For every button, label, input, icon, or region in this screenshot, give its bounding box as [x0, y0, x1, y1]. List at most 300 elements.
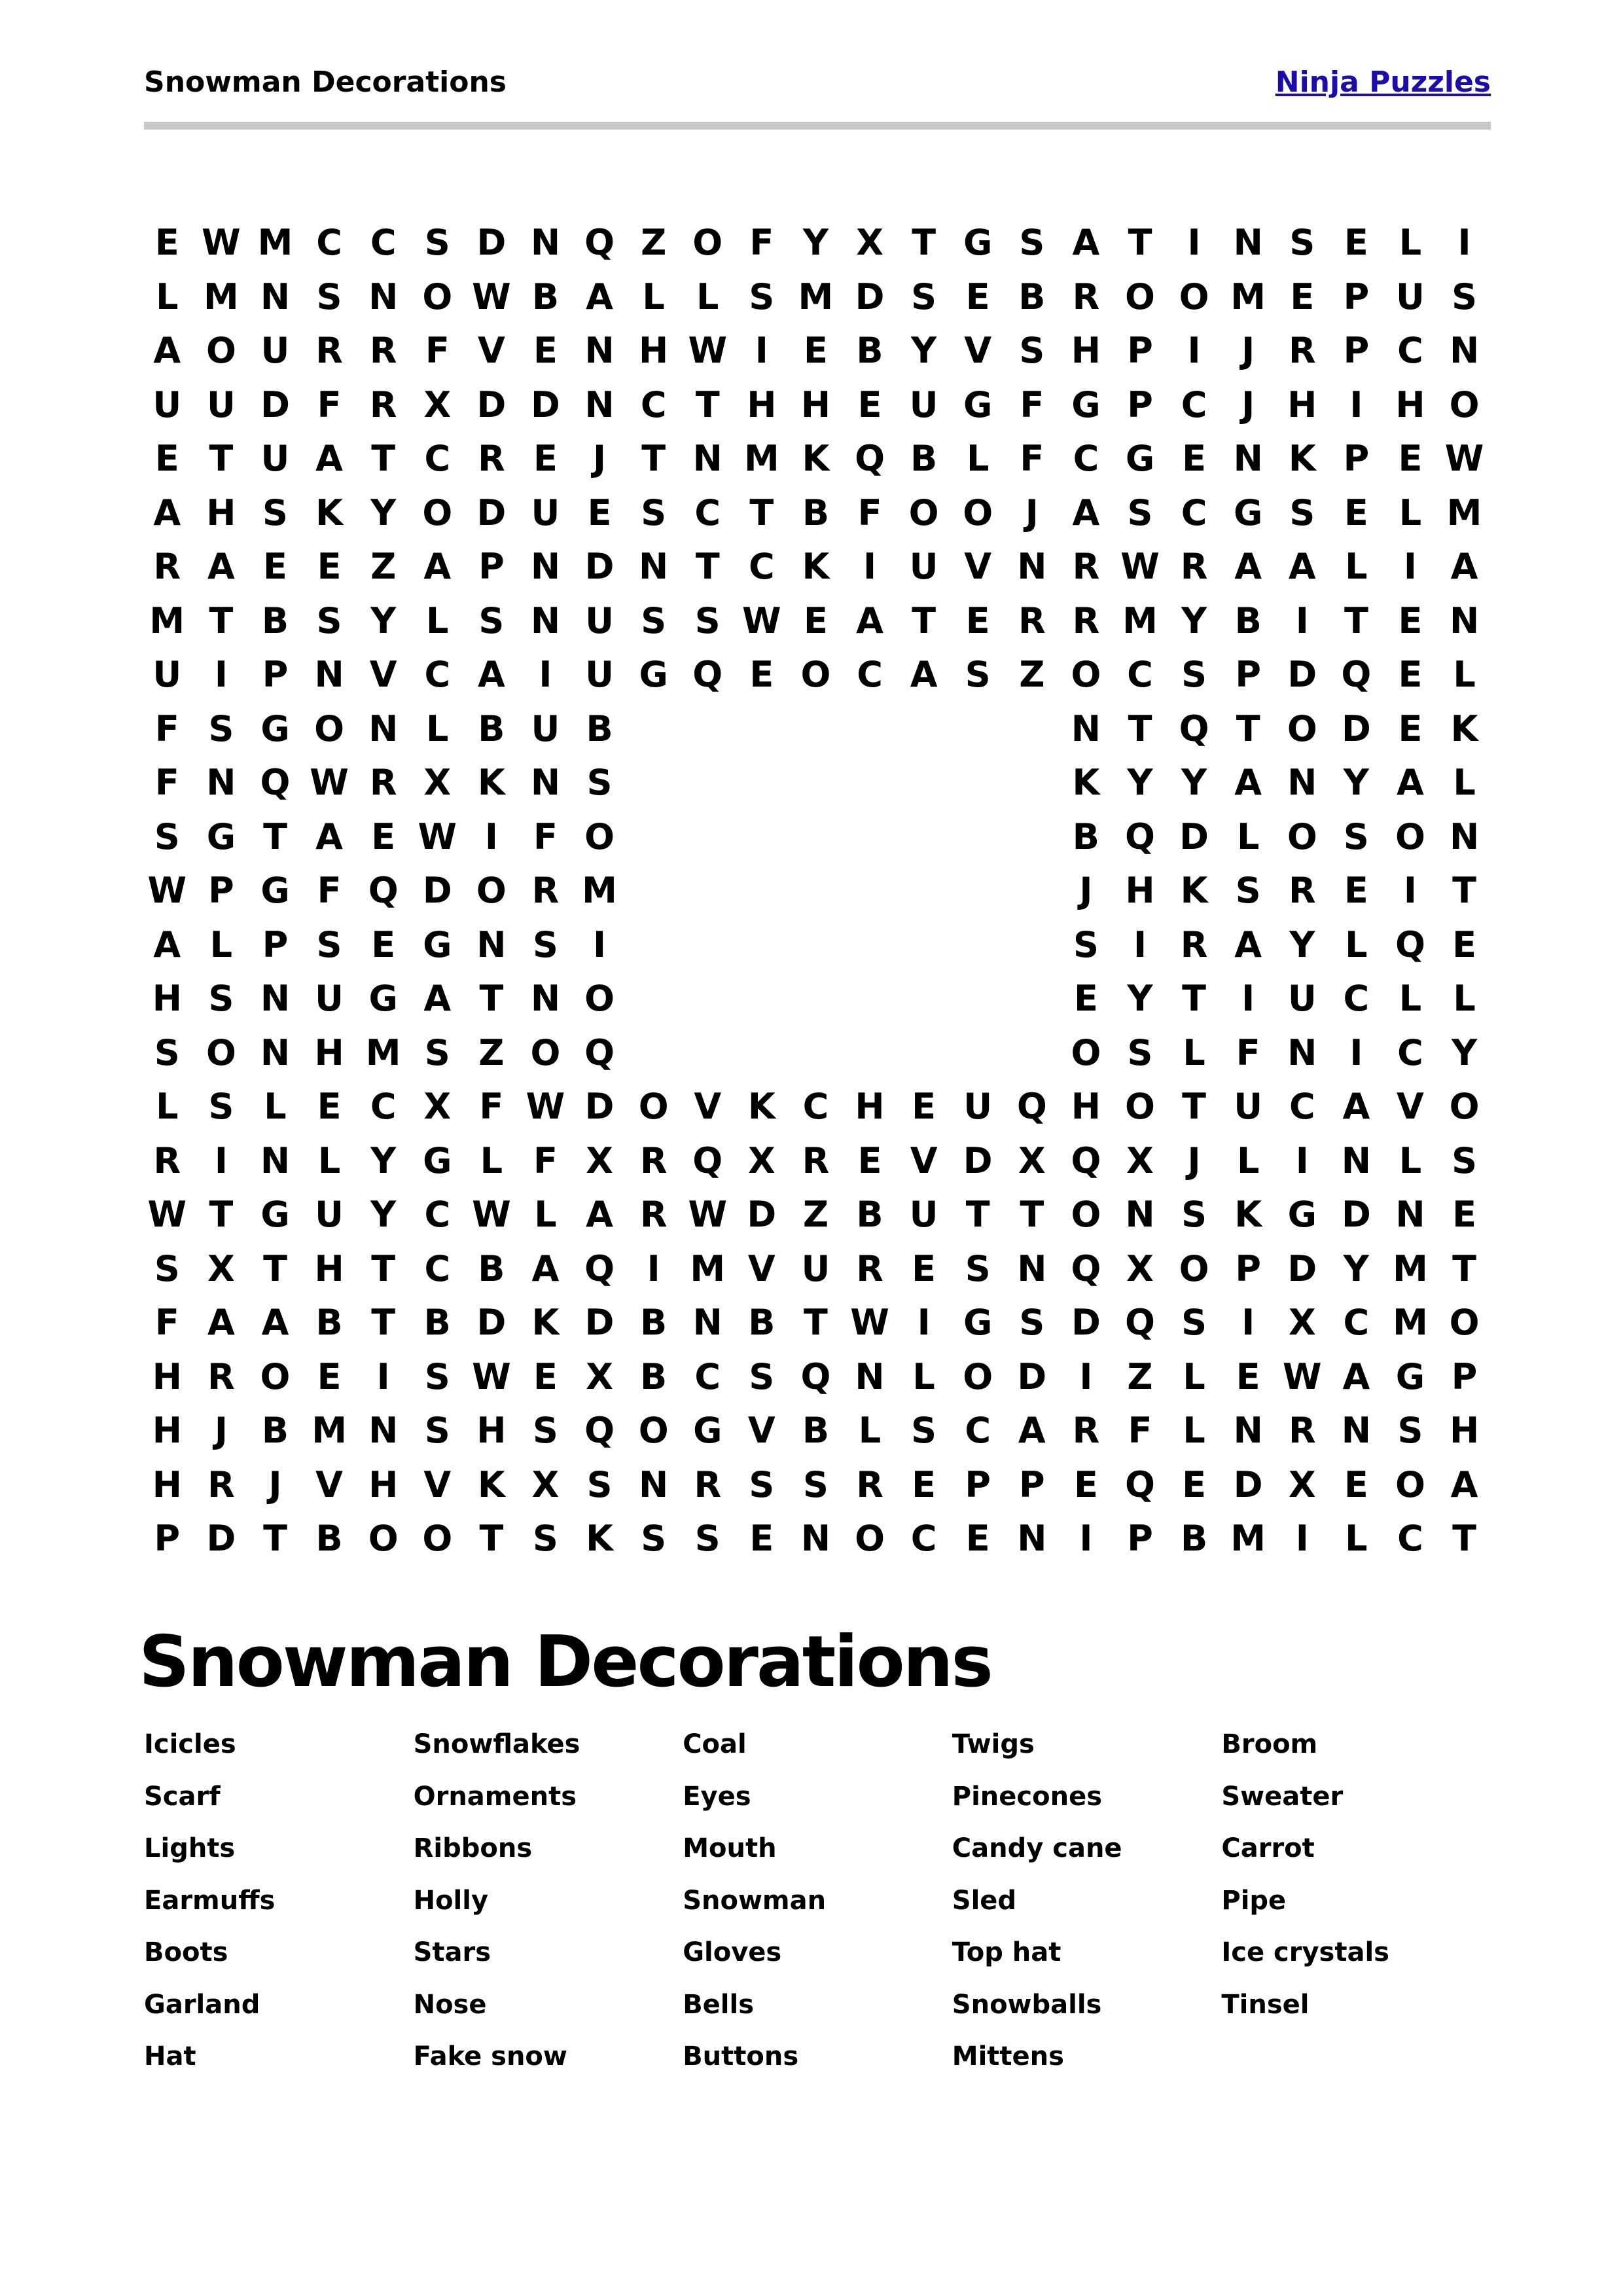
grid-cell: U	[1396, 276, 1425, 317]
grid-cell: H	[476, 1410, 507, 1452]
grid-cell: C	[1181, 492, 1207, 533]
grid-cell: F	[533, 816, 558, 857]
grid-cell: A	[207, 1302, 235, 1344]
grid-cell: V	[315, 1463, 343, 1505]
grid-cell	[1005, 702, 1060, 757]
grid-cell: A	[1450, 1463, 1478, 1505]
grid-cell: E	[371, 924, 396, 965]
word-list-item: Pinecones	[952, 1781, 1103, 1812]
grid-cell: E	[1344, 492, 1368, 533]
grid-cell	[897, 1026, 951, 1081]
grid-cell	[681, 756, 735, 810]
grid-cell: C	[1397, 1031, 1423, 1073]
grid-cell: R	[639, 1194, 668, 1236]
grid-cell: N	[800, 1518, 831, 1560]
grid-cell: E	[1398, 654, 1423, 696]
grid-cell: T	[263, 816, 287, 857]
grid-cell: S	[641, 492, 667, 533]
grid-cell: E	[1344, 1463, 1368, 1505]
grid-cell: B	[802, 492, 829, 533]
grid-cell: H	[800, 384, 831, 425]
grid-cell: B	[315, 1518, 343, 1560]
word-list-item: Mittens	[952, 2041, 1064, 2072]
grid-cell	[681, 918, 735, 973]
ninja-puzzles-link[interactable]: Ninja Puzzles	[1275, 65, 1491, 99]
grid-cell: M	[312, 1410, 347, 1452]
grid-cell: J	[214, 1410, 228, 1452]
grid-cell: T	[479, 1518, 504, 1560]
grid-cell: J	[1241, 330, 1255, 372]
grid-cell: R	[369, 330, 397, 372]
grid-cell	[626, 918, 681, 973]
grid-cell: W	[472, 1355, 511, 1397]
grid-cell	[735, 702, 789, 757]
word-list-item: Ornaments	[413, 1781, 577, 1812]
grid-cell: W	[1444, 438, 1484, 480]
grid-cell: Z	[802, 1194, 829, 1236]
grid-cell: Q	[800, 1355, 831, 1397]
grid-cell: W	[526, 1086, 565, 1128]
grid-cell: H	[314, 1247, 344, 1289]
grid-cell: S	[1235, 870, 1261, 912]
grid-cell: T	[912, 222, 936, 264]
grid-cell: L	[156, 276, 179, 317]
word-list-item: Snowman	[683, 1885, 827, 1916]
grid-cell: N	[1071, 708, 1101, 749]
grid-cell: Q	[692, 1139, 723, 1181]
grid-cell: Z	[641, 222, 667, 264]
grid-cell: Q	[584, 1410, 615, 1452]
grid-cell: O	[1395, 1463, 1425, 1505]
word-list-item: Eyes	[683, 1781, 751, 1812]
grid-cell: O	[855, 1518, 885, 1560]
word-list-item: Ice crystals	[1221, 1937, 1389, 1967]
grid-cell: F	[749, 222, 774, 264]
grid-cell: S	[749, 1463, 775, 1505]
grid-cell: E	[263, 546, 287, 588]
grid-cell: O	[1071, 1194, 1101, 1236]
grid-cell	[951, 810, 1005, 865]
grid-cell: Y	[802, 222, 829, 264]
grid-cell: R	[1288, 1410, 1316, 1452]
grid-cell: F	[317, 870, 342, 912]
grid-cell: H	[1125, 870, 1155, 912]
grid-cell: K	[747, 1086, 776, 1128]
grid-cell: D	[206, 1518, 236, 1560]
grid-cell: W	[147, 1194, 187, 1236]
grid-cell	[681, 810, 735, 865]
grid-cell: Z	[478, 1031, 505, 1073]
grid-cell: N	[530, 762, 561, 804]
grid-cell: E	[317, 1355, 342, 1397]
grid-cell: O	[1125, 1086, 1155, 1128]
grid-cell: I	[214, 1139, 228, 1181]
grid-cell: N	[530, 600, 561, 641]
grid-cell	[1005, 918, 1060, 973]
grid-cell: H	[1071, 1086, 1101, 1128]
grid-cell: U	[909, 1194, 938, 1236]
grid-cell	[843, 1026, 897, 1081]
grid-cell: F	[533, 1139, 558, 1181]
grid-cell	[843, 810, 897, 865]
grid-cell: L	[317, 1139, 341, 1181]
grid-cell: C	[694, 492, 721, 533]
grid-cell: H	[1287, 384, 1317, 425]
grid-cell: A	[153, 924, 181, 965]
grid-cell: B	[748, 1302, 776, 1344]
grid-cell: S	[749, 276, 775, 317]
grid-cell: O	[422, 276, 453, 317]
grid-cell: P	[208, 870, 234, 912]
grid-cell	[843, 702, 897, 757]
grid-cell: P	[1127, 1518, 1153, 1560]
grid-cell: N	[1017, 1518, 1047, 1560]
grid-cell: E	[965, 600, 990, 641]
grid-cell	[789, 810, 843, 865]
grid-cell: D	[476, 384, 507, 425]
grid-cell: B	[856, 1194, 883, 1236]
grid-cell: D	[1071, 1302, 1101, 1344]
grid-cell	[843, 756, 897, 810]
grid-cell: V	[910, 1139, 938, 1181]
grid-cell: N	[584, 330, 615, 372]
grid-cell: N	[530, 978, 561, 1020]
grid-cell: Z	[370, 546, 397, 588]
grid-cell: A	[531, 1247, 560, 1289]
grid-cell: T	[209, 1194, 234, 1236]
grid-cell: X	[423, 384, 452, 425]
grid-cell: U	[585, 654, 614, 696]
grid-cell: F	[479, 1086, 504, 1128]
grid-cell: T	[749, 492, 774, 533]
grid-cell: N	[368, 1410, 399, 1452]
grid-cell: W	[1120, 546, 1160, 588]
grid-cell: E	[533, 1355, 558, 1397]
grid-cell: E	[1344, 222, 1368, 264]
grid-cell	[951, 756, 1005, 810]
grid-cell: A	[856, 600, 883, 641]
word-list-item: Broom	[1221, 1729, 1318, 1759]
grid-cell: P	[1451, 1355, 1478, 1397]
grid-cell: Y	[1343, 762, 1369, 804]
grid-cell: N	[1287, 762, 1317, 804]
grid-cell: G	[206, 816, 236, 857]
grid-cell: P	[1343, 330, 1370, 372]
grid-cell: D	[476, 492, 507, 533]
grid-cell: P	[1127, 330, 1153, 372]
grid-cell: B	[261, 1410, 289, 1452]
grid-cell: N	[1449, 600, 1480, 641]
grid-cell: M	[257, 222, 293, 264]
grid-cell: U	[909, 384, 938, 425]
grid-cell: S	[1127, 1031, 1153, 1073]
grid-cell: D	[963, 1139, 993, 1181]
grid-cell: R	[1288, 870, 1316, 912]
grid-cell: X	[1288, 1302, 1316, 1344]
grid-cell: I	[1349, 1031, 1363, 1073]
grid-cell: C	[802, 1086, 829, 1128]
grid-cell: M	[1446, 492, 1482, 533]
grid-cell: C	[1343, 978, 1370, 1020]
grid-cell: B	[802, 1410, 829, 1452]
grid-cell: O	[963, 492, 993, 533]
grid-cell: E	[857, 1139, 882, 1181]
grid-cell: A	[477, 654, 505, 696]
grid-cell: T	[209, 600, 234, 641]
grid-cell: C	[424, 1194, 451, 1236]
grid-cell: N	[1449, 330, 1480, 372]
grid-cell: A	[1342, 1355, 1370, 1397]
grid-cell: P	[1343, 438, 1370, 480]
grid-cell	[1005, 810, 1060, 865]
grid-cell: I	[376, 1355, 390, 1397]
grid-cell: T	[641, 438, 666, 480]
grid-cell: L	[1345, 924, 1368, 965]
grid-cell: U	[152, 384, 182, 425]
grid-cell: S	[208, 708, 234, 749]
grid-cell: Q	[260, 762, 291, 804]
grid-cell: A	[1288, 546, 1316, 588]
grid-cell: B	[640, 1302, 668, 1344]
grid-cell: O	[1071, 654, 1101, 696]
grid-cell: X	[1288, 1463, 1316, 1505]
grid-cell: N	[1233, 438, 1263, 480]
grid-cell: K	[477, 1463, 505, 1505]
grid-cell	[951, 918, 1005, 973]
grid-cell: P	[154, 1518, 181, 1560]
grid-cell: O	[1287, 816, 1317, 857]
grid-cell	[681, 972, 735, 1026]
grid-cell: T	[1452, 1247, 1476, 1289]
grid-cell: E	[1290, 276, 1315, 317]
grid-cell: R	[478, 438, 505, 480]
grid-cell: A	[1342, 1086, 1370, 1128]
grid-cell	[626, 1026, 681, 1081]
grid-cell: M	[1122, 600, 1158, 641]
grid-cell: X	[586, 1139, 613, 1181]
grid-cell: L	[858, 1410, 882, 1452]
grid-cell: C	[424, 1247, 451, 1289]
grid-cell: O	[314, 708, 345, 749]
grid-cell: S	[1452, 276, 1477, 317]
grid-cell: F	[154, 708, 179, 749]
grid-cell: N	[1233, 222, 1263, 264]
word-list-item: Bells	[683, 1989, 755, 2020]
grid-cell: R	[1180, 546, 1208, 588]
grid-cell: O	[584, 978, 615, 1020]
grid-cell: A	[1072, 492, 1100, 533]
grid-cell: C	[370, 1086, 397, 1128]
grid-cell: C	[424, 438, 451, 480]
grid-cell: R	[1072, 1410, 1100, 1452]
grid-cell: C	[1397, 1518, 1423, 1560]
word-list-item	[1221, 2040, 1491, 2092]
grid-cell	[843, 972, 897, 1026]
grid-cell: A	[1450, 546, 1478, 588]
grid-cell: L	[1345, 546, 1368, 588]
grid-cell: P	[478, 546, 505, 588]
grid-cell: L	[264, 1086, 287, 1128]
grid-cell: R	[856, 1463, 883, 1505]
grid-cell: I	[1295, 1518, 1309, 1560]
grid-cell: X	[1126, 1247, 1154, 1289]
grid-cell: M	[1230, 276, 1266, 317]
grid-cell: A	[315, 438, 343, 480]
grid-cell: F	[154, 762, 179, 804]
grid-cell: X	[586, 1355, 613, 1397]
grid-cell: R	[856, 1247, 883, 1289]
grid-cell: S	[1019, 1302, 1045, 1344]
grid-cell: G	[1234, 492, 1263, 533]
word-list-item: Snowballs	[952, 1989, 1102, 2020]
word-list-item: Gloves	[683, 1937, 782, 1967]
grid-cell: R	[153, 1139, 181, 1181]
grid-cell: A	[1234, 924, 1262, 965]
grid-cell: M	[798, 276, 834, 317]
grid-cell: E	[749, 654, 774, 696]
grid-cell: S	[1127, 492, 1153, 533]
grid-cell: E	[317, 1086, 342, 1128]
grid-cell: I	[1133, 924, 1147, 965]
grid-cell: S	[694, 1518, 721, 1560]
grid-cell: A	[423, 978, 452, 1020]
grid-cell: N	[1125, 1194, 1155, 1236]
grid-cell: U	[1287, 978, 1317, 1020]
grid-cell: S	[424, 1355, 450, 1397]
grid-cell: G	[260, 870, 290, 912]
grid-cell: S	[911, 276, 937, 317]
grid-cell: O	[1395, 816, 1425, 857]
grid-cell: S	[1343, 816, 1369, 857]
grid-cell: B	[478, 1247, 505, 1289]
grid-cell	[681, 864, 735, 918]
grid-cell: T	[263, 1247, 287, 1289]
grid-cell: O	[1449, 384, 1480, 425]
grid-cell: S	[208, 1086, 234, 1128]
grid-cell: U	[531, 492, 560, 533]
grid-cell: X	[423, 762, 452, 804]
grid-cell: C	[370, 222, 397, 264]
grid-cell: H	[152, 1410, 182, 1452]
grid-cell: K	[531, 1302, 560, 1344]
grid-cell: S	[586, 762, 613, 804]
grid-cell: A	[1072, 222, 1100, 264]
grid-cell: G	[1287, 1194, 1317, 1236]
grid-cell: B	[856, 330, 883, 372]
grid-cell: A	[1234, 762, 1262, 804]
grid-cell: L	[1399, 1139, 1422, 1181]
grid-cell	[897, 972, 951, 1026]
grid-cell: S	[316, 600, 342, 641]
word-list-item: Ribbons	[413, 1833, 533, 1863]
grid-cell: C	[1073, 438, 1099, 480]
grid-cell: Q	[368, 870, 399, 912]
grid-cell: F	[317, 384, 342, 425]
grid-cell: B	[1018, 276, 1046, 317]
grid-cell: A	[586, 1194, 613, 1236]
grid-cell: Q	[692, 654, 723, 696]
grid-cell: Y	[1181, 600, 1207, 641]
grid-cell: Y	[370, 1194, 397, 1236]
grid-cell: X	[856, 222, 883, 264]
grid-cell: L	[1453, 978, 1476, 1020]
grid-cell: E	[1344, 870, 1368, 912]
grid-cell: I	[1241, 978, 1255, 1020]
grid-cell: S	[641, 600, 667, 641]
grid-cell: R	[639, 1139, 668, 1181]
grid-cell: S	[154, 1031, 180, 1073]
grid-cell: J	[1025, 492, 1039, 533]
grid-cell: D	[584, 546, 615, 588]
grid-cell: O	[1287, 708, 1317, 749]
grid-cell: O	[638, 1086, 669, 1128]
grid-cell: S	[694, 600, 721, 641]
grid-cell: A	[910, 654, 938, 696]
grid-cell: N	[1287, 1031, 1317, 1073]
grid-cell: M	[1393, 1247, 1428, 1289]
grid-cell: O	[1125, 276, 1155, 317]
grid-cell: G	[368, 978, 398, 1020]
grid-cell: I	[539, 654, 552, 696]
grid-cell: E	[1182, 1463, 1207, 1505]
grid-cell: M	[1393, 1302, 1428, 1344]
grid-cell: O	[422, 1518, 453, 1560]
grid-cell: I	[1187, 330, 1201, 372]
word-list-item: Twigs	[952, 1729, 1035, 1759]
grid-cell: P	[1235, 654, 1261, 696]
grid-cell: V	[1397, 1086, 1424, 1128]
grid-cell: T	[1020, 1194, 1044, 1236]
grid-cell: T	[1236, 708, 1260, 749]
grid-cell: O	[800, 654, 831, 696]
grid-cell: O	[1449, 1302, 1480, 1344]
grid-cell: S	[533, 1518, 558, 1560]
grid-cell: H	[368, 1463, 399, 1505]
grid-cell: T	[695, 546, 720, 588]
grid-cell: J	[1187, 1139, 1201, 1181]
grid-cell: I	[1295, 1139, 1309, 1181]
grid-cell: N	[206, 762, 236, 804]
grid-cell: Y	[370, 492, 397, 533]
grid-cell: R	[1018, 600, 1046, 641]
grid-cell: E	[1073, 1463, 1098, 1505]
grid-cell: R	[1072, 276, 1100, 317]
grid-cell	[897, 918, 951, 973]
grid-cell	[681, 1026, 735, 1081]
grid-cell: E	[912, 1086, 936, 1128]
grid-cell: R	[531, 870, 560, 912]
grid-cell: D	[1017, 1355, 1047, 1397]
grid-cell: L	[1399, 492, 1422, 533]
grid-cell: W	[310, 762, 349, 804]
word-list-item: Boots	[144, 1937, 228, 1967]
word-list-item: Lights	[144, 1833, 236, 1863]
grid-cell: C	[965, 1410, 991, 1452]
grid-cell: Y	[911, 330, 937, 372]
grid-cell: O	[908, 492, 939, 533]
grid-cell: S	[1289, 492, 1315, 533]
grid-cell: H	[206, 492, 236, 533]
grid-cell: G	[963, 1302, 993, 1344]
grid-cell	[789, 918, 843, 973]
grid-cell: Q	[584, 222, 615, 264]
grid-cell: P	[1235, 1247, 1261, 1289]
grid-cell: O	[692, 222, 723, 264]
grid-cell: U	[152, 654, 182, 696]
grid-cell: W	[202, 222, 241, 264]
grid-cell: R	[1180, 924, 1208, 965]
grid-cell: B	[315, 1302, 343, 1344]
